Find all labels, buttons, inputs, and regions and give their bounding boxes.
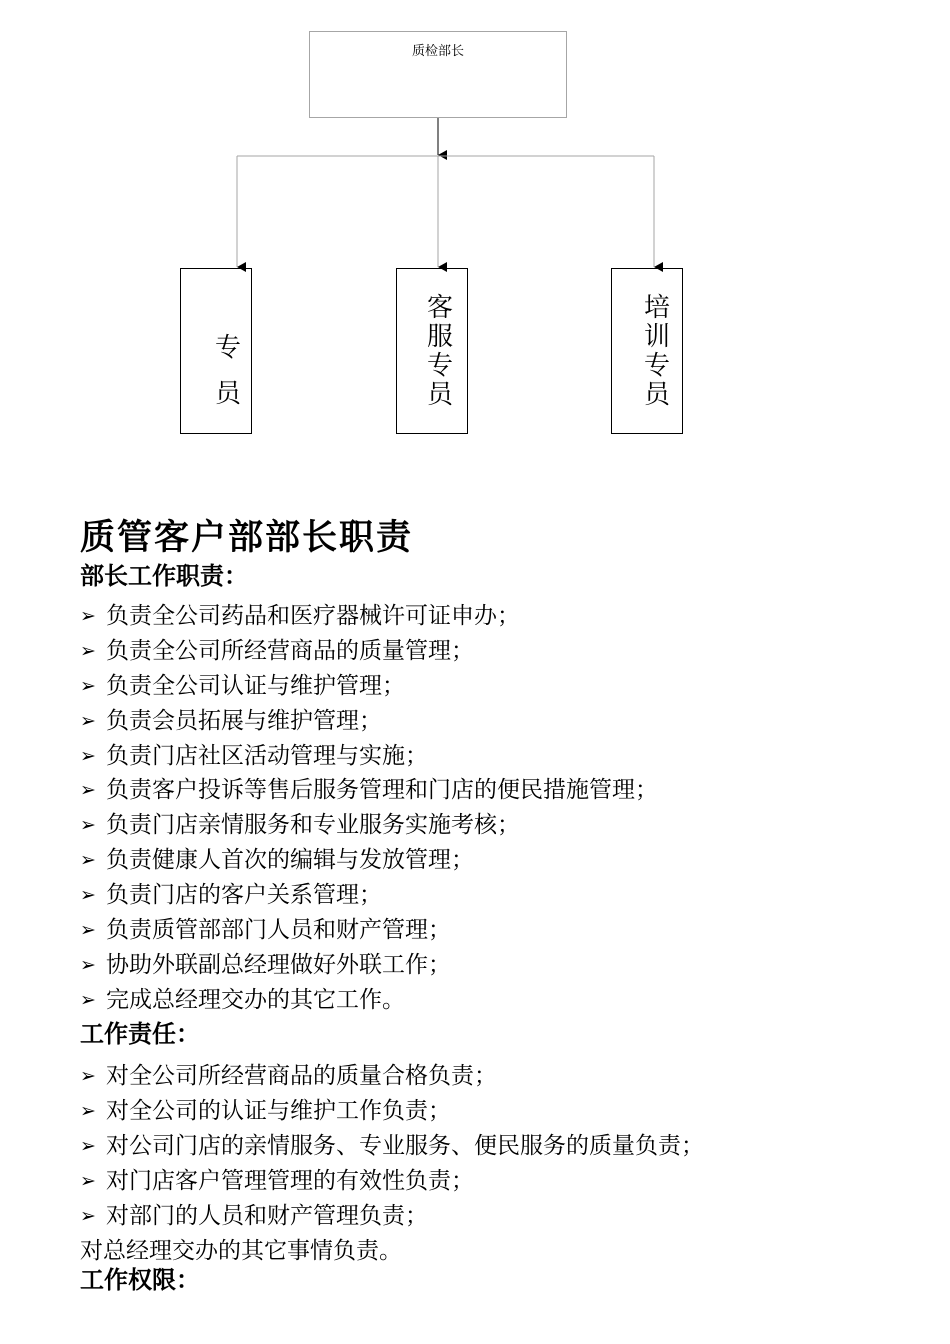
list-item-text: 对全公司的认证与维护工作负责；	[106, 1097, 451, 1124]
list-item	[80, 983, 658, 1018]
list-item	[80, 704, 658, 739]
section-heading-responsibilities: 工作责任：	[80, 1019, 200, 1048]
org-node-child-2	[396, 268, 468, 434]
bullet-arrow-icon: ➢	[80, 1169, 96, 1192]
bullet-arrow-icon: ➢	[80, 605, 96, 627]
list-item	[80, 1129, 704, 1164]
bullet-arrow-icon: ➢	[80, 674, 96, 697]
responsibilities-trailing-line: 对总经理交办的其它事情负责。	[80, 1238, 402, 1264]
list-item-text: 协助外联副总经理做好外联工作；	[106, 951, 451, 978]
org-node-child-1-label: 专员	[214, 333, 241, 409]
bullet-arrow-icon: ➢	[80, 709, 96, 732]
list-item-text: 完成总经理交办的其它工作。	[106, 986, 405, 1013]
org-chart	[0, 0, 950, 450]
org-node-child-3	[611, 268, 683, 434]
bullet-arrow-icon: ➢	[80, 1204, 96, 1227]
list-item-text: 负责门店亲情服务和专业服务实施考核；	[106, 812, 520, 839]
list-item-text: 负责客户投诉等售后服务管理和门店的便民措施管理；	[106, 777, 658, 804]
list-item-text: 负责全公司所经营商品的质量管理；	[106, 637, 474, 664]
list-item-text: 负责全公司认证与维护管理；	[106, 672, 405, 699]
bullet-arrow-icon: ➢	[80, 849, 96, 872]
bullet-arrow-icon: ➢	[80, 919, 96, 942]
list-item-text: 对门店客户管理管理的有效性负责；	[106, 1167, 474, 1194]
org-node-child-3-label: 培训专员	[643, 293, 670, 410]
list-item-text: 负责全公司药品和医疗器械许可证申办；	[106, 603, 520, 629]
list-item	[80, 913, 658, 948]
list-item	[80, 773, 658, 808]
list-item-text: 负责健康人首次的编辑与发放管理；	[106, 847, 474, 874]
bullet-arrow-icon: ➢	[80, 639, 96, 662]
duties-list	[80, 599, 658, 1018]
list-item	[80, 843, 658, 878]
list-item	[80, 1164, 704, 1199]
org-node-head-label: 质检部长	[411, 44, 464, 59]
section-heading-duties: 部长工作职责：	[80, 561, 248, 590]
list-item-text: 负责门店的客户关系管理；	[106, 882, 382, 909]
list-item-text: 对公司门店的亲情服务、专业服务、便民服务的质量负责；	[106, 1132, 704, 1159]
list-item	[80, 1094, 704, 1129]
list-item	[80, 634, 658, 669]
org-node-child-1	[180, 268, 252, 434]
list-item	[80, 808, 658, 843]
bullet-arrow-icon: ➢	[80, 1099, 96, 1122]
bullet-arrow-icon: ➢	[80, 779, 96, 802]
bullet-arrow-icon: ➢	[80, 884, 96, 907]
bullet-arrow-icon: ➢	[80, 1065, 96, 1087]
bullet-arrow-icon: ➢	[80, 814, 96, 837]
bullet-arrow-icon: ➢	[80, 988, 96, 1011]
list-item-text: 负责门店社区活动管理与实施；	[106, 742, 428, 769]
list-item	[80, 878, 658, 913]
list-item	[80, 599, 658, 634]
list-item-text: 对全公司所经营商品的质量合格负责；	[106, 1063, 497, 1089]
document-title: 质管客户部部长职责	[80, 517, 414, 558]
list-item-text: 对部门的人员和财产管理负责；	[106, 1202, 428, 1229]
bullet-arrow-icon: ➢	[80, 744, 96, 767]
list-item	[80, 1059, 704, 1094]
list-item	[80, 739, 658, 774]
list-item-text: 负责会员拓展与维护管理；	[106, 707, 382, 734]
bullet-arrow-icon: ➢	[80, 953, 96, 976]
responsibilities-list	[80, 1059, 704, 1233]
bullet-arrow-icon: ➢	[80, 1134, 96, 1157]
org-node-head	[309, 31, 567, 118]
list-item	[80, 669, 658, 704]
list-item	[80, 948, 658, 983]
org-node-child-2-label: 客服专员	[426, 293, 453, 410]
list-item-text: 负责质管部部门人员和财产管理；	[106, 917, 451, 944]
section-heading-authority: 工作权限：	[80, 1265, 200, 1294]
list-item	[80, 1199, 704, 1234]
